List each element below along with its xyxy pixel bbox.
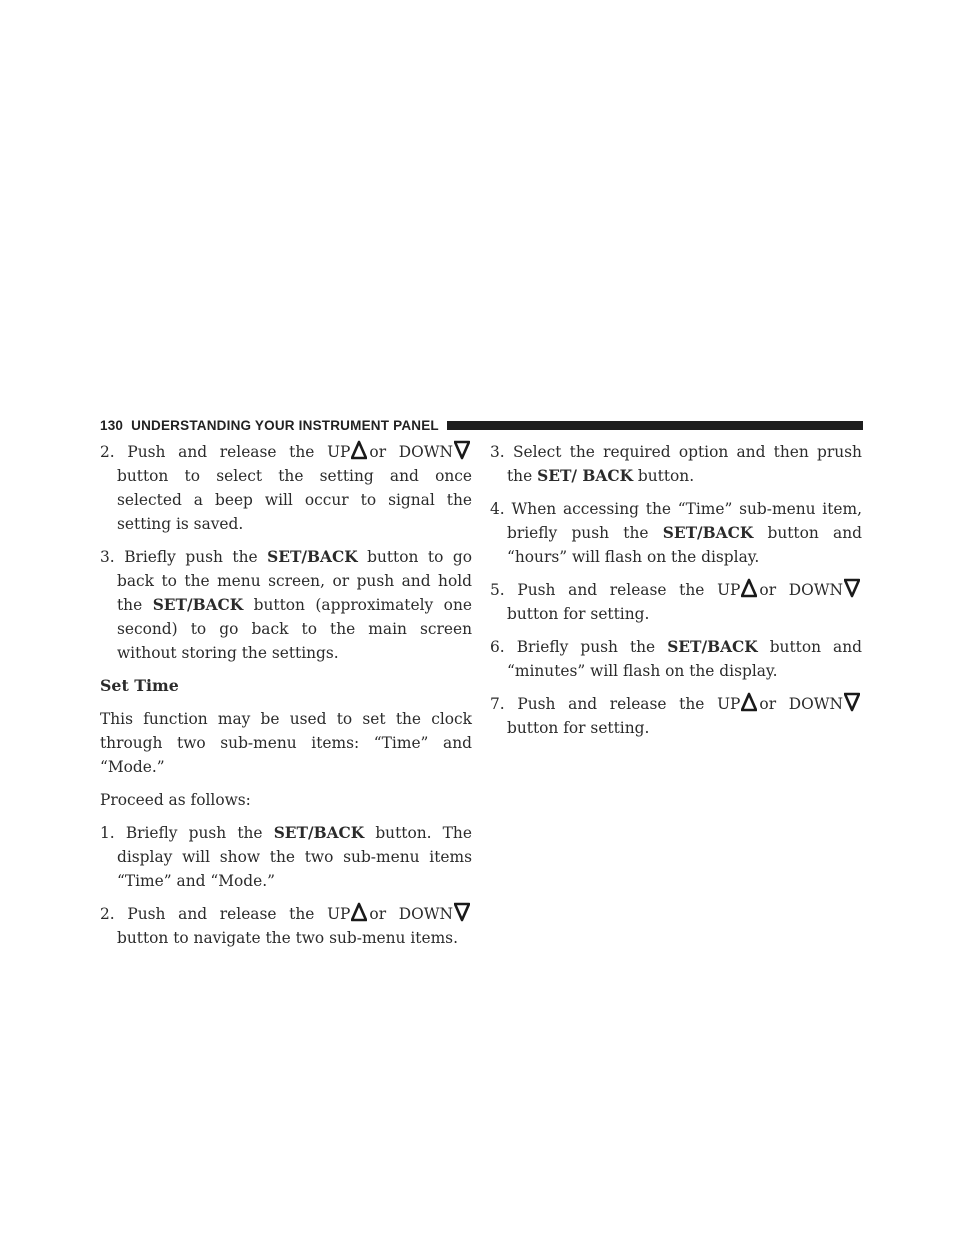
- list-item: 3. Select the required option and then prush the SET/ BACK button.: [490, 443, 862, 485]
- section-title: UNDERSTANDING YOUR INSTRUMENT PANEL: [131, 417, 439, 433]
- up-arrow-icon: [741, 692, 757, 712]
- list-item: 2. Push and release the UP or DOWN button to navigate the two sub-menu items.: [100, 902, 472, 950]
- up-arrow-icon: [351, 440, 367, 460]
- down-arrow-icon: [844, 692, 860, 712]
- paragraph: Proceed as follows:: [100, 791, 251, 809]
- list-item: 4. When accessing the “Time” sub-menu item, briefly push the SET/BACK button and “hours” will flash on the display.: [490, 500, 862, 566]
- down-arrow-icon: [844, 578, 860, 598]
- section-heading: Set Time: [100, 676, 179, 695]
- down-arrow-icon: [454, 902, 470, 922]
- list-item: 5. Push and release the UP or DOWN button for setting.: [490, 578, 862, 626]
- right-column: [490, 440, 862, 749]
- left-column: [100, 440, 472, 959]
- list-item: 2. Push and release the UP or DOWN button to select the setting and once selected a beep will occur to signal the setting is saved.: [100, 440, 472, 536]
- up-arrow-icon: [741, 578, 757, 598]
- page-number: 130: [100, 417, 124, 433]
- page-header: [100, 416, 863, 434]
- up-arrow-icon: [351, 902, 367, 922]
- list-item: 3. Briefly push the SET/BACK button to go back to the menu screen, or push and hold the SET/BACK button (approximately one second) to go back to the main screen without storing the settings.: [100, 548, 472, 662]
- paragraph: This function may be used to set the clock through two sub-menu items: “Time” and “Mode.”: [100, 710, 472, 776]
- down-arrow-icon: [454, 440, 470, 460]
- list-item: 7. Push and release the UP or DOWN button for setting.: [490, 692, 862, 740]
- list-item: 1. Briefly push the SET/BACK button. The display will show the two sub-menu items “Time” and “Mode.”: [100, 824, 472, 890]
- header-rule: [447, 421, 863, 430]
- list-item: 6. Briefly push the SET/BACK button and “minutes” will flash on the display.: [490, 638, 862, 680]
